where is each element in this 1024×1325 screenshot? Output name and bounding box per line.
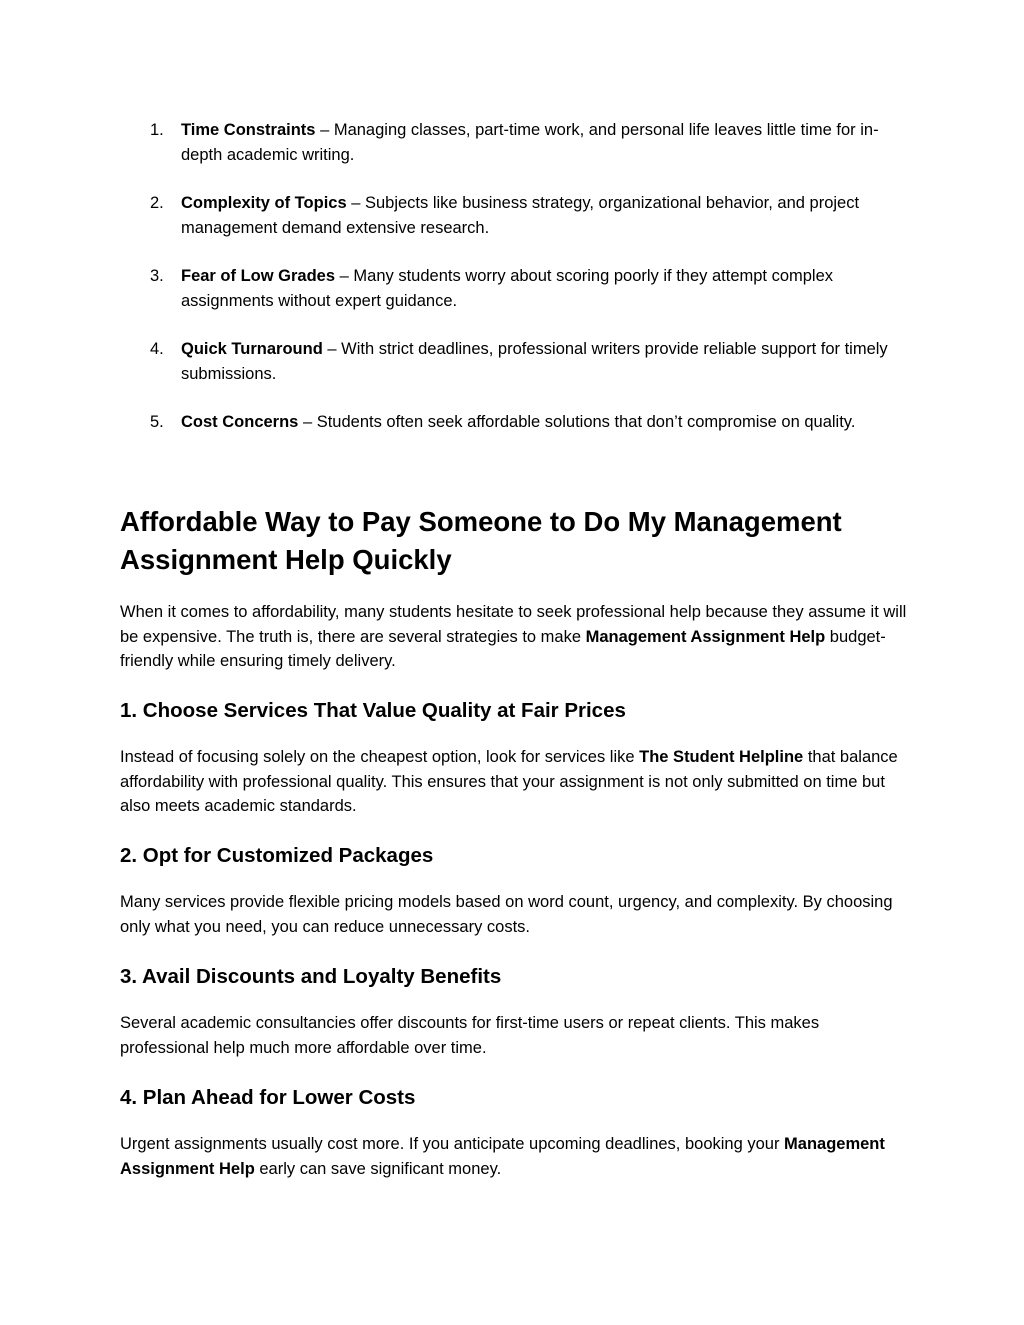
section-text-end: that balance affordability with professional quality. This ensures that your assignment is not only submitted on time but also meets academic standards. — [120, 748, 898, 815]
section-heading: 1. Choose Services That Value Quality at Fair Prices — [120, 699, 626, 722]
section-heading: 3. Avail Discounts and Loyalty Benefits — [120, 965, 502, 988]
list-item-title: Quick Turnaround — [181, 340, 323, 358]
list-item-title: Complexity of Topics — [181, 194, 347, 212]
section-paragraph — [120, 1011, 910, 1060]
list-number: 5. — [150, 413, 164, 431]
list-item-text: – Managing classes, part-time work, and personal life leaves little time for in-depth academic writing. — [181, 121, 879, 164]
list-item — [120, 118, 910, 167]
list-item-title: Fear of Low Grades — [181, 267, 336, 285]
list-item-text: – Many students worry about scoring poorly if they attempt complex assignments without expert guidance. — [181, 267, 834, 310]
list-item — [120, 410, 910, 435]
section-text: Many services provide flexible pricing models based on word count, urgency, and complexity. By choosing only what you need, you can reduce unnecessary costs. — [120, 893, 893, 936]
list-item-title: Time Constraints — [181, 121, 316, 139]
list-number: 4. — [150, 340, 164, 358]
section-paragraph — [120, 890, 910, 939]
intro-text: When it comes to affordability, many students hesitate to seek professional help because they assume it will be expensive. The truth is, there are several strategies to make — [120, 603, 907, 646]
section-heading: 2. Opt for Customized Packages — [120, 844, 434, 867]
intro-bold-text: Management Assignment Help — [585, 627, 826, 646]
section-text-end: early can save significant money. — [254, 1159, 502, 1178]
list-number: 2. — [150, 194, 164, 212]
main-heading: Affordable Way to Pay Someone to Do My Management Assignment Help Quickly — [120, 506, 842, 575]
list-number: 3. — [150, 267, 164, 285]
section-text: Urgent assignments usually cost more. If you anticipate upcoming deadlines, booking your — [120, 1135, 785, 1153]
section-bold-text: The Student Helpline — [639, 748, 804, 766]
intro-paragraph — [120, 600, 910, 674]
section-text: Several academic consultancies offer discounts for first-time users or repeat clients. This makes professional help much more affordable over time. — [120, 1014, 820, 1057]
section-text: Instead of focusing solely on the cheapest option, look for services like — [120, 748, 640, 766]
list-item-title: Cost Concerns — [181, 413, 299, 431]
section-bold-text: Management Assignment Help — [120, 1135, 885, 1178]
list-number: 1. — [150, 121, 164, 139]
list-item-text: – With strict deadlines, professional writers provide reliable support for timely submissions. — [181, 340, 888, 383]
reasons-list — [120, 118, 910, 459]
intro-text-end: budget-friendly while ensuring timely delivery. — [120, 627, 886, 670]
section-paragraph — [120, 1132, 910, 1181]
list-item — [120, 264, 910, 313]
section-heading: 4. Plan Ahead for Lower Costs — [120, 1086, 416, 1109]
list-item-text: – Students often seek affordable solutions that don’t compromise on quality. — [298, 413, 856, 431]
list-item — [120, 191, 910, 240]
section-paragraph — [120, 745, 910, 819]
list-item-text: – Subjects like business strategy, organizational behavior, and project management demand extensive research. — [181, 194, 860, 237]
list-item — [120, 337, 910, 386]
